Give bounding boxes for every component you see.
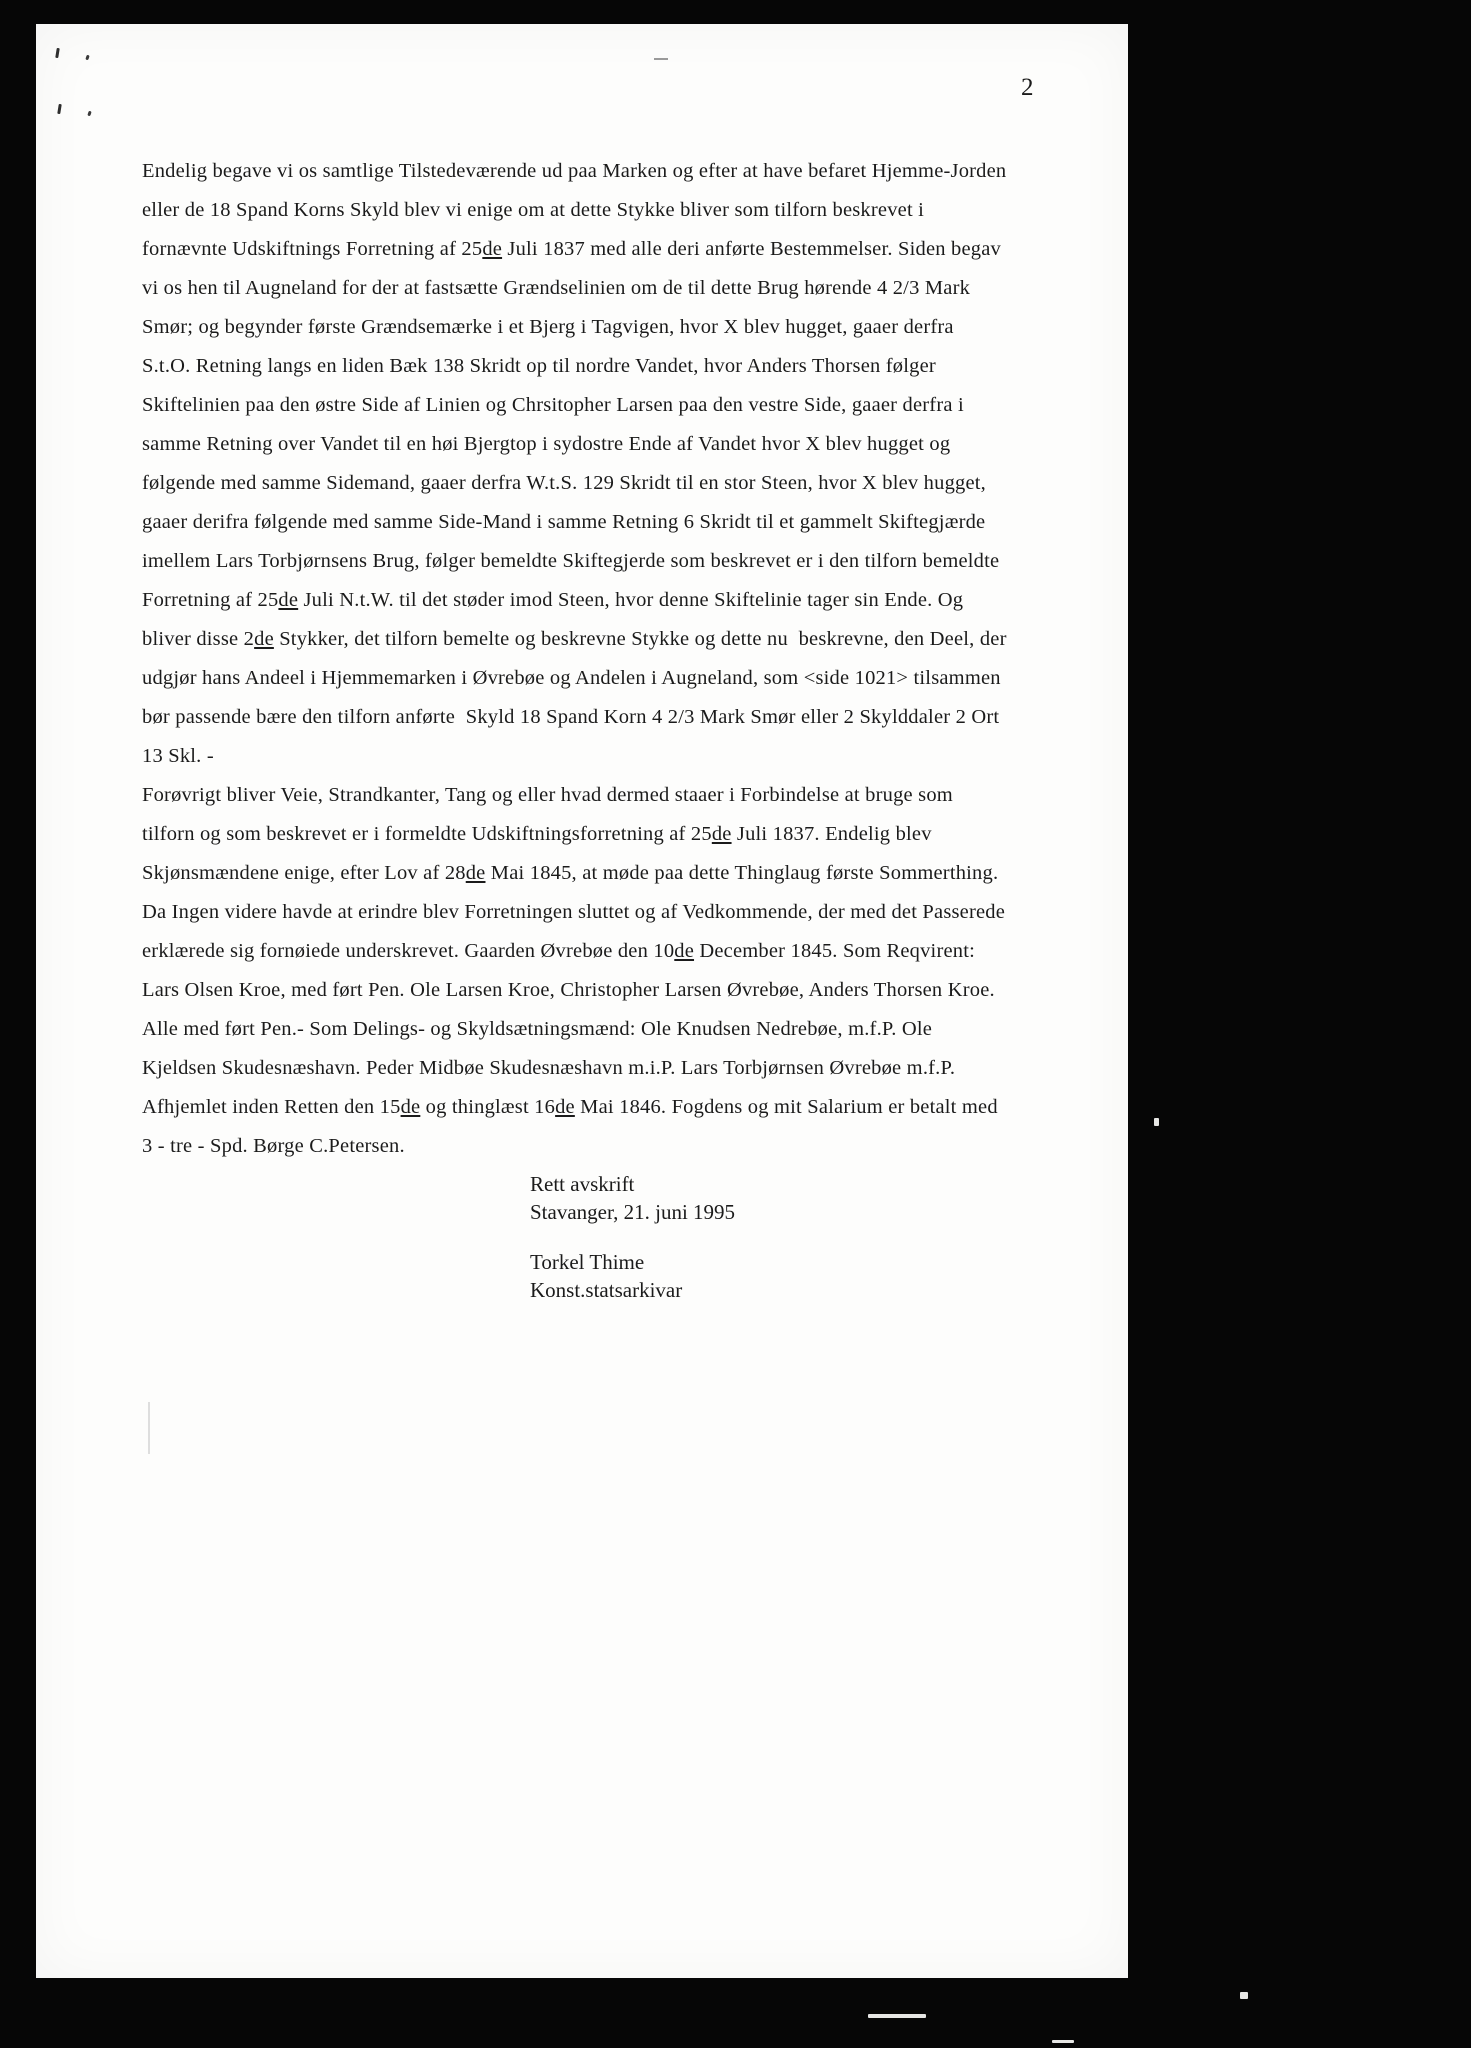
attestation-label: Rett avskrift: [530, 1172, 635, 1196]
signer-name: Torkel Thime: [530, 1250, 645, 1274]
text-line: Kjeldsen Skudesnæshavn. Peder Midbøe Skudesnæshavn m.i.P. Lars Torbjørnsen Øvrebøe m.f.P.: [142, 1057, 956, 1079]
text-line: vi os hen til Augneland for der at fastsætte Grændselinien om de til dette Brug hørende 4 2/3 Mark: [142, 277, 971, 299]
text-line: Forøvrigt bliver Veie, Strandkanter, Tang og eller hvad dermed staaer i Forbindelse at bruge som: [142, 784, 953, 806]
scan-artifact-stroke: [55, 48, 60, 58]
text-line: Lars Olsen Kroe, med ført Pen. Ole Larsen Kroe, Christopher Larsen Øvrebøe, Anders Thorsen Kroe.: [142, 979, 995, 1001]
text-line: Skjønsmændene enige, efter Lov af 28de Mai 1845, at møde paa dette Thinglaug første Sommerthing.: [142, 862, 999, 884]
scan-speck: [1154, 1118, 1159, 1126]
scan-artifact-stroke: [57, 104, 62, 114]
text-line: Afhjemlet inden Retten den 15de og thinglæst 16de Mai 1846. Fogdens og mit Salarium er betalt med: [142, 1096, 998, 1118]
text-line: tilforn og som beskrevet er i formeldte Udskiftningsforretning af 25de Juli 1837. Endelig blev: [142, 823, 932, 845]
attestation-place-date: Stavanger, 21. juni 1995: [530, 1200, 736, 1224]
closing-block: [530, 1170, 735, 1304]
text-line: Smør; og begynder første Grændsemærke i et Bjerg i Tagvigen, hvor X blev hugget, gaaer derfra: [142, 316, 954, 338]
text-line: imellem Lars Torbjørnsens Brug, følger bemeldte Skiftegjerde som beskrevet er i den tilforn bemeldte: [142, 550, 1000, 572]
text-line: bliver disse 2de Stykker, det tilforn bemelte og beskrevne Stykke og dette nu beskrevne, den Deel, der: [142, 628, 1007, 650]
page-number: 2: [1021, 74, 1034, 101]
scan-artifact-mark: [58, 102, 102, 120]
scan-artifact-dot: [87, 111, 91, 117]
text-line: erklærede sig fornøiede underskrevet. Gaarden Øvrebøe den 10de December 1845. Som Reqvirent:: [142, 940, 976, 962]
signer-title: Konst.statsarkivar: [530, 1278, 683, 1302]
text-line: gaaer derifra følgende med samme Side-Mand i samme Retning 6 Skridt til et gammelt Skiftegjærde: [142, 511, 986, 533]
closing-gap: [530, 1226, 735, 1248]
text-line: Endelig begave vi os samtlige Tilstedeværende ud paa Marken og efter at have befaret Hjemme-Jorden: [142, 160, 1007, 182]
text-line: udgjør hans Andeel i Hjemmemarken i Øvrebøe og Andelen i Augneland, som <side 1021> tilsammen: [142, 667, 1001, 689]
text-line: Da Ingen videre havde at erindre blev Forretningen sluttet og af Vedkommende, der med det Passerede: [142, 901, 1006, 923]
scan-speck: [1052, 2040, 1074, 2043]
text-line: Alle med ført Pen.- Som Delings- og Skyldsætningsmænd: Ole Knudsen Nedrebøe, m.f.P. Ole: [142, 1018, 933, 1040]
text-line: fornævnte Udskiftnings Forretning af 25de Juli 1837 med alle deri anførte Bestemmelser. Siden begav: [142, 238, 1001, 260]
text-line: Skiftelinien paa den østre Side af Linien og Chrsitopher Larsen paa den vestre Side, gaaer derfra i: [142, 394, 964, 416]
scan-speck: [1240, 1992, 1248, 1999]
scan-artifact-dash: [654, 58, 668, 60]
body-text: [142, 152, 1007, 1166]
text-line: samme Retning over Vandet til en høi Bjergtop i sydostre Ende af Vandet hvor X blev hugget og: [142, 433, 951, 455]
scan-artifact-dot: [85, 55, 89, 61]
text-line: 3 - tre - Spd. Børge C.Petersen.: [142, 1135, 405, 1157]
text-line: Forretning af 25de Juli N.t.W. til det støder imod Steen, hvor denne Skiftelinie tager sin Ende. Og: [142, 589, 964, 611]
scan-speck: [868, 2014, 926, 2018]
text-line: eller de 18 Spand Korns Skyld blev vi enige om at dette Stykke bliver som tilforn beskrevet i: [142, 199, 925, 221]
scan-artifact-crease: [148, 1402, 150, 1454]
document-page: [36, 24, 1128, 1978]
text-line: S.t.O. Retning langs en liden Bæk 138 Skridt op til nordre Vandet, hvor Anders Thorsen følger: [142, 355, 936, 377]
scan-artifact-mark: [56, 46, 100, 64]
text-line: bør passende bære den tilforn anførte Skyld 18 Spand Korn 4 2/3 Mark Smør eller 2 Skylddaler 2 Ort: [142, 706, 1000, 728]
text-line: 13 Skl. -: [142, 745, 214, 767]
text-line: følgende med samme Sidemand, gaaer derfra W.t.S. 129 Skridt til en stor Steen, hvor X blev hugget,: [142, 472, 986, 494]
